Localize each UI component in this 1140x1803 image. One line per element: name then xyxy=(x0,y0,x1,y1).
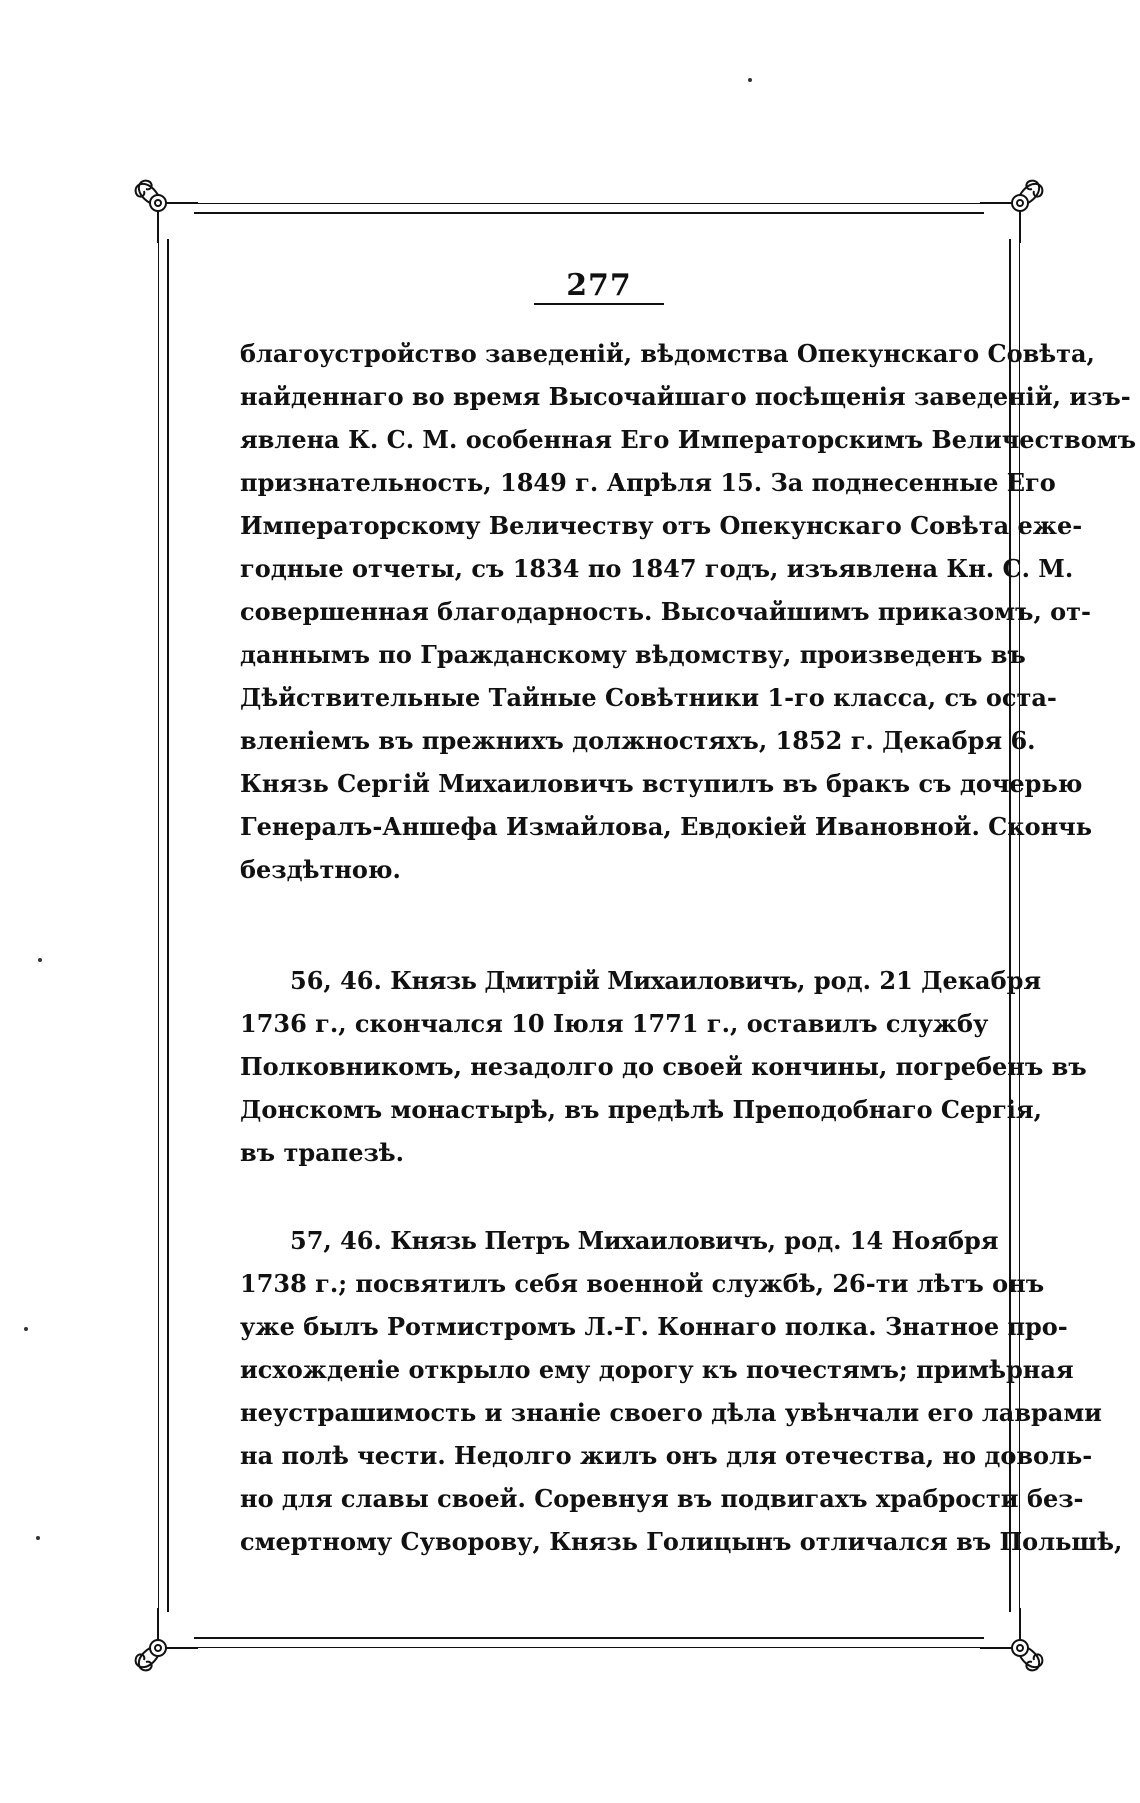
corner-ornament-icon xyxy=(128,1608,198,1678)
text-line: годные отчеты, съ 1834 по 1847 годъ, изъявлена Кн. С. М. xyxy=(240,554,1074,583)
entry-number: 56, 46. xyxy=(290,966,382,995)
text-line: уже былъ Ротмистромъ Л.-Г. Коннаго полка. Знатное про- xyxy=(240,1312,1068,1341)
entry-56 xyxy=(240,959,1087,1174)
text-line: Генералъ-Аншефа Измайлова, Евдокіей Ивановной. Скончь xyxy=(240,812,1093,841)
text-line: вленіемъ въ прежнихъ должностяхъ, 1852 г. Декабря 6. xyxy=(240,726,1036,755)
text-line: Императорскому Величеству отъ Опекунскаго Совѣта еже- xyxy=(240,511,1083,540)
text-line: даннымъ по Гражданскому вѣдомству, произведенъ въ xyxy=(240,640,1026,669)
page-number: 277 xyxy=(566,268,632,303)
text-line: Дѣйствительные Тайные Совѣтники 1-го класса, съ оста- xyxy=(240,683,1057,712)
text-line: найденнаго во время Высочайшаго посѣщенія заведеній, изъ- xyxy=(240,382,1131,411)
text-line: 1738 г.; посвятилъ себя военной службѣ, 26-ти лѣтъ онъ xyxy=(240,1269,1045,1298)
person-name: Князь Петръ Михаиловичъ xyxy=(390,1226,768,1255)
text-line: на полѣ чести. Недолго жилъ онъ для отечества, но доволь- xyxy=(240,1441,1093,1470)
scan-speck xyxy=(748,78,752,82)
text-line: Князь Сергій Михаиловичъ вступилъ въ бракъ съ дочерью xyxy=(240,769,1083,798)
corner-ornament-icon xyxy=(128,173,198,243)
paragraph-gap xyxy=(240,891,966,959)
corner-ornament-icon xyxy=(980,1608,1050,1678)
text-line: Полковникомъ, незадолго до своей кончины, погребенъ въ xyxy=(240,1052,1087,1081)
text-line: въ трапезѣ. xyxy=(240,1138,405,1167)
scan-speck xyxy=(36,1536,40,1540)
entry-heading-rest: , род. 14 Ноября xyxy=(767,1226,999,1255)
text-line: Донскомъ монастырѣ, въ предѣлѣ Преподобнаго Сергія, xyxy=(240,1095,1042,1124)
entry-heading-line xyxy=(240,1219,999,1262)
page-number-rule xyxy=(534,303,664,305)
text-line: исхожденіе открыло ему дорогу къ почестямъ; примѣрная xyxy=(240,1355,1074,1384)
body-text xyxy=(240,332,1136,1563)
entry-heading-line xyxy=(240,959,1042,1002)
text-line: совершенная благодарность. Высочайшимъ приказомъ, от- xyxy=(240,597,1092,626)
entry-57 xyxy=(240,1219,1123,1563)
text-line: благоустройство заведеній, вѣдомства Опекунскаго Совѣта, xyxy=(240,339,1095,368)
person-name: Князь Дмитрій Михаиловичъ xyxy=(390,966,798,995)
paragraph xyxy=(240,332,1136,891)
text-line: явлена К. С. М. особенная Его Императорскимъ Величествомъ xyxy=(240,425,1136,454)
text-line: смертному Суворову, Князь Голицынъ отличался въ Польшѣ, xyxy=(240,1527,1123,1556)
scan-speck xyxy=(24,1327,28,1331)
paragraph-gap xyxy=(240,1174,966,1219)
scan-speck xyxy=(38,958,42,962)
text-line: неустрашимость и знаніе своего дѣла увѣнчали его лаврами xyxy=(240,1398,1102,1427)
entry-number: 57, 46. xyxy=(290,1226,382,1255)
text-line: 1736 г., скончался 10 Іюля 1771 г., оставилъ службу xyxy=(240,1009,989,1038)
text-line: бездѣтною. xyxy=(240,855,401,884)
text-line: признательность, 1849 г. Апрѣля 15. За поднесенные Его xyxy=(240,468,1056,497)
entry-heading-rest: , род. 21 Декабря xyxy=(797,966,1042,995)
corner-ornament-icon xyxy=(980,173,1050,243)
text-line: но для славы своей. Соревнуя въ подвигахъ храбрости без- xyxy=(240,1484,1084,1513)
